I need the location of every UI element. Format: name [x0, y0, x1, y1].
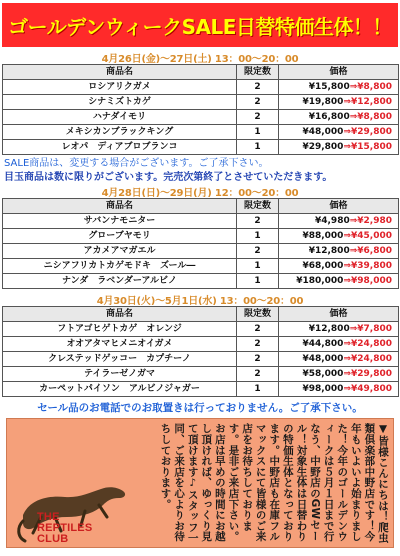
- column-header-price: 価格: [279, 199, 399, 214]
- table-row: [3, 367, 399, 382]
- price-arrow-icon: ⇒: [343, 260, 351, 271]
- original-price: ¥16,800: [308, 111, 350, 122]
- product-name: テイラーゼノガマ: [3, 367, 237, 382]
- limit-quantity: 1: [237, 229, 279, 244]
- table-row: [3, 337, 399, 352]
- price-cell: [279, 352, 399, 367]
- table-header-row: [3, 199, 399, 214]
- price-arrow-icon: ⇒: [343, 353, 351, 364]
- price-arrow-icon: ⇒: [349, 81, 358, 92]
- limit-quantity: 2: [237, 322, 279, 337]
- sale-price: ¥12,800: [351, 96, 392, 107]
- table-row: [3, 259, 399, 274]
- price-cell: [279, 95, 399, 110]
- column-header-limit: 限定数: [237, 307, 279, 322]
- price-cell: [279, 229, 399, 244]
- sale-price: ¥6,800: [357, 245, 392, 256]
- price-arrow-icon: ⇒: [343, 368, 351, 379]
- section-3-price-table: [2, 306, 399, 397]
- product-name: ハナダイモリ: [3, 110, 237, 125]
- section-1-price-table: [2, 64, 399, 155]
- price-cell: [279, 244, 399, 259]
- logo-text-the: THE: [37, 511, 60, 523]
- column-header-product: 商品名: [3, 307, 237, 322]
- price-arrow-icon: ⇒: [343, 230, 351, 241]
- column-header-product: 商品名: [3, 65, 237, 80]
- product-name: ロシアリクガメ: [3, 80, 237, 95]
- price-cell: [279, 80, 399, 95]
- table-header-row: [3, 65, 399, 80]
- store-message-box: [6, 418, 394, 548]
- table-row: [3, 140, 399, 155]
- product-name: ナンダ ラベンダーアルビノ: [3, 274, 237, 289]
- limit-quantity: 2: [237, 214, 279, 229]
- section-1-date-header: 4月26日(金)〜27日(土) 13：00〜20：00: [101, 53, 299, 63]
- original-price: ¥98,000: [302, 383, 344, 394]
- limit-quantity: 2: [237, 337, 279, 352]
- original-price: ¥44,800: [302, 338, 344, 349]
- product-name: オオアタマヒメニオイガメ: [3, 337, 237, 352]
- original-price: ¥58,000: [302, 368, 344, 379]
- price-cell: [279, 367, 399, 382]
- sale-price: ¥45,000: [351, 230, 392, 241]
- limit-quantity: 2: [237, 352, 279, 367]
- sale-price: ¥24,800: [351, 338, 392, 349]
- logo-text-reptiles: REPTILES: [37, 522, 93, 534]
- limit-quantity: 1: [237, 274, 279, 289]
- limit-quantity: 2: [237, 367, 279, 382]
- product-name: メキシカンブラックキング: [3, 125, 237, 140]
- column-header-limit: 限定数: [237, 199, 279, 214]
- limited-stock-notice: 目玉商品は数に限りがございます。完売次第終了とさせていただきます。: [4, 172, 333, 183]
- sale-price: ¥29,800: [351, 126, 392, 137]
- product-name: フトアゴヒゲトカゲ オレンジ: [3, 322, 237, 337]
- price-arrow-icon: ⇒: [343, 338, 351, 349]
- sale-change-notice: SALE商品は、変更する場合がございます。ご了承下さい。: [4, 158, 269, 169]
- price-arrow-icon: ⇒: [343, 96, 351, 107]
- original-price: ¥15,800: [308, 81, 350, 92]
- price-cell: [279, 322, 399, 337]
- sale-price: ¥39,800: [351, 260, 392, 271]
- column-header-price: 価格: [279, 65, 399, 80]
- price-cell: [279, 125, 399, 140]
- original-price: ¥48,000: [302, 353, 344, 364]
- price-cell: [279, 382, 399, 397]
- product-name: シナミズトカゲ: [3, 95, 237, 110]
- original-price: ¥180,000: [296, 275, 344, 286]
- product-name: カーペットパイソン アルビノジャガー: [3, 382, 237, 397]
- sale-price: ¥7,800: [357, 323, 392, 334]
- sale-price: ¥2,980: [357, 215, 392, 226]
- limit-quantity: 1: [237, 140, 279, 155]
- table-row: [3, 110, 399, 125]
- table-row: [3, 229, 399, 244]
- table-row: [3, 214, 399, 229]
- product-name: サバンナモニター: [3, 214, 237, 229]
- table-header-row: [3, 307, 399, 322]
- sale-price: ¥8,800: [357, 81, 392, 92]
- column-header-product: 商品名: [3, 199, 237, 214]
- price-arrow-icon: ⇒: [349, 111, 358, 122]
- original-price: ¥68,000: [302, 260, 344, 271]
- reptiles-club-logo: [15, 471, 133, 545]
- limit-quantity: 2: [237, 95, 279, 110]
- limit-quantity: 1: [237, 125, 279, 140]
- price-arrow-icon: ⇒: [349, 245, 358, 256]
- column-header-limit: 限定数: [237, 65, 279, 80]
- store-message-text: ▼皆様こんにちは！爬虫類倶楽部中野店です！今年もいよいよ始まりました！今年のゴールデンウィークは５月１日まで行なう、中野店のGWセール！対象生体は日替わりの特価生体となっております。中野店も在庫フルマックスにて皆様のご来店をお待ちしております。是非ご来店下さい。お店は早めの時間にお越し頂ければ、ゆっくり見て頂けます♪スタッフ一同、ご来店を心よりお待ちしております。: [159, 423, 389, 544]
- table-row: [3, 352, 399, 367]
- limit-quantity: 1: [237, 259, 279, 274]
- section-2-price-table: [2, 198, 399, 289]
- limit-quantity: 2: [237, 80, 279, 95]
- section-2-date-header: 4月28日(日)〜29日(月) 12：00〜20：00: [101, 187, 299, 197]
- product-name: グローブヤモリ: [3, 229, 237, 244]
- price-cell: [279, 140, 399, 155]
- column-header-price: 価格: [279, 307, 399, 322]
- no-phone-hold-notice: セール品のお電話でのお取置きは行っておりません。ご了承下さい。: [37, 401, 363, 414]
- sale-price: ¥24,800: [351, 353, 392, 364]
- price-cell: [279, 274, 399, 289]
- sale-title-banner: ゴールデンウィークSALE日替特価生体！！: [2, 3, 398, 47]
- price-arrow-icon: ⇒: [343, 141, 351, 152]
- original-price: ¥88,000: [302, 230, 344, 241]
- product-name: アカメアマガエル: [3, 244, 237, 259]
- table-row: [3, 322, 399, 337]
- limit-quantity: 1: [237, 382, 279, 397]
- sale-price: ¥29,800: [351, 368, 392, 379]
- original-price: ¥12,800: [308, 245, 350, 256]
- price-arrow-icon: ⇒: [343, 383, 351, 394]
- table-row: [3, 382, 399, 397]
- original-price: ¥12,800: [308, 323, 350, 334]
- price-cell: [279, 214, 399, 229]
- table-row: [3, 244, 399, 259]
- sale-price: ¥8,800: [357, 111, 392, 122]
- price-cell: [279, 110, 399, 125]
- product-name: クレステッドゲッコー カプチーノ: [3, 352, 237, 367]
- original-price: ¥19,800: [302, 96, 344, 107]
- table-row: [3, 125, 399, 140]
- table-row: [3, 274, 399, 289]
- price-cell: [279, 337, 399, 352]
- table-row: [3, 80, 399, 95]
- table-row: [3, 95, 399, 110]
- original-price: ¥48,000: [302, 126, 344, 137]
- product-name: レオパ ディアブロブランコ: [3, 140, 237, 155]
- sale-price: ¥49,800: [351, 383, 392, 394]
- limit-quantity: 2: [237, 110, 279, 125]
- original-price: ¥29,800: [302, 141, 344, 152]
- price-arrow-icon: ⇒: [349, 215, 358, 226]
- logo-text-club: CLUB: [37, 533, 69, 545]
- limit-quantity: 2: [237, 244, 279, 259]
- price-arrow-icon: ⇒: [343, 126, 351, 137]
- product-name: ニシアフリカトカゲモドキ ズール―: [3, 259, 237, 274]
- section-3-date-header: 4月30日(火)〜5月1日(水) 13：00〜20：00: [96, 295, 304, 305]
- sale-price: ¥98,000: [351, 275, 392, 286]
- price-cell: [279, 259, 399, 274]
- sale-price: ¥15,800: [351, 141, 392, 152]
- price-arrow-icon: ⇒: [349, 323, 358, 334]
- price-arrow-icon: ⇒: [343, 275, 351, 286]
- original-price: ¥4,980: [314, 215, 350, 226]
